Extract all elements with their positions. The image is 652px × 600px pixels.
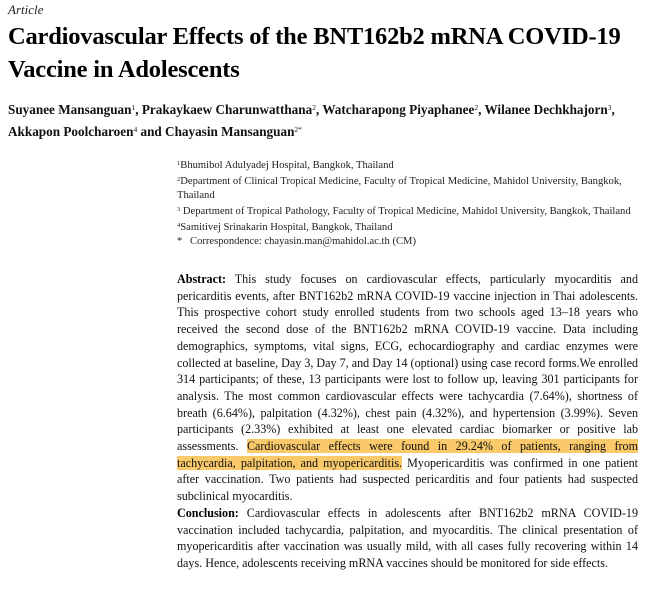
affiliation: $^2$Department of Clinical Tropical Medicine, Faculty of Tropical Medicine, Mahidol University, Bangkok, Thailand <box>177 176 622 201</box>
author: Suyanee Mansanguan$^1$, <box>8 102 142 117</box>
author: Akkapon Poolcharoen$^4$ and <box>8 124 166 139</box>
affiliation: $^3$ Department of Tropical Pathology, Faculty of Tropical Medicine, Mahidol University, Bangkok, Thailand <box>177 206 631 217</box>
affiliation: $^4$Samitivej Srinakarin Hospital, Bangkok, Thailand <box>177 222 393 233</box>
abstract <box>177 271 638 572</box>
correspondence <box>177 235 647 249</box>
author: Chayasin Mansanguan$^{2*}$ <box>165 124 302 139</box>
paper-title: Cardiovascular Effects of the BNT162b2 mRNA COVID-19 Vaccine in Adolescents <box>8 23 621 83</box>
author: Watcharapong Piyaphanee$^2$, <box>322 102 485 117</box>
author: Wilanee Dechkhajorn$^3$, <box>484 102 615 117</box>
correspondence-marker: * <box>177 236 183 247</box>
article-type-label: Article <box>8 2 44 17</box>
author: Prakaykaew Charunwatthana$^2$, <box>141 102 323 117</box>
highlighted-text: Cardiovascular effects were found in 29.24% of patients, ranging from tachycardia, palpitation, and myopericarditis. <box>177 439 638 470</box>
author-list <box>8 98 648 142</box>
abstract-text: This study focuses on cardiovascular effects, particularly myocarditis and pericarditis events, after BNT162b2 mRNA COVID-19 vaccine injection in Thai adolescents. This prospective cohort study enrolled students from two schools aged 13–18 years who received the second dose of the BNT162b2 mRNA COVID-19 vaccine. Data including demographics, symptoms, vital signs, ECG, echocardiography and cardiac enzymes were collected at baseline, Day 3, Day 7, and Day 14 (optional) using case record forms.We enrolled 314 participants; of these, 13 participants were lost to follow up, leaving 301 participants for analysis. The most common cardiovascular effects were tachycardia (7.64%), shortness of breath (6.64%), palpitation (4.32%), chest pain (4.32%), and hypertension (3.99%). Seven participants (2.33%) exhibited at least one elevated cardiac biomarker or positive lab assessments. <box>177 272 638 454</box>
abstract-label: Abstract: <box>177 272 227 286</box>
affiliation: $^1$Bhumibol Adulyadej Hospital, Bangkok, Thailand <box>177 160 394 171</box>
affiliations <box>177 157 647 249</box>
abstract-text-continued: Myopericarditis was confirmed in one patient after vaccination. Two patients had suspected pericarditis and four patients had suspected subclinical myocarditis. <box>177 455 638 504</box>
conclusion-label: Conclusion: <box>177 505 239 520</box>
correspondence-email-link[interactable]: Correspondence: chayasin.man@mahidol.ac.th (CM) <box>190 236 416 247</box>
conclusion-text: Cardiovascular effects in adolescents after BNT162b2 mRNA COVID-19 vaccination included tachycardia, palpitation, and myocarditis. The clinical presentation of myopericarditis after vaccination was usually mild, with all cases fully recovering within 14 days. Hence, adolescents receiving mRNA vaccines should be monitored for side effects. <box>177 505 638 570</box>
